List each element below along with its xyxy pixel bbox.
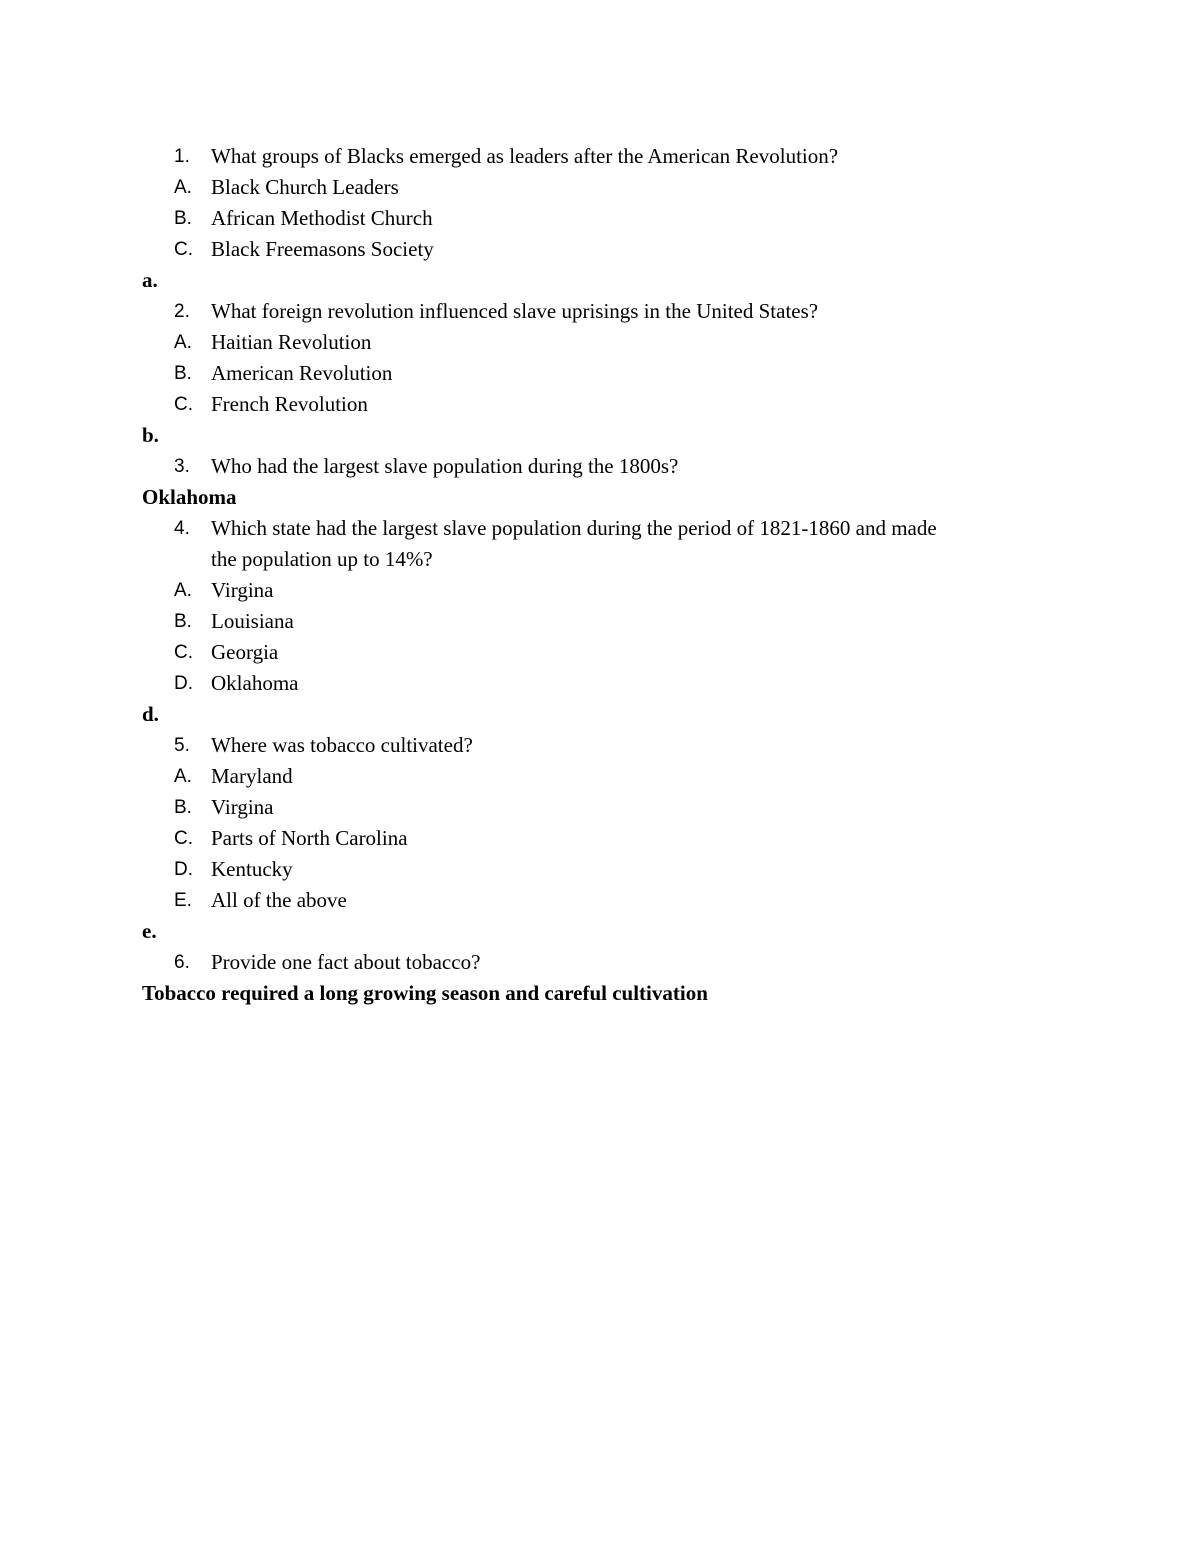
question-number: 4.	[174, 518, 190, 539]
option-letter: B.	[174, 797, 192, 818]
option-letter: A.	[174, 766, 192, 787]
question-text: What groups of Blacks emerged as leaders after the American Revolution?	[211, 144, 839, 168]
option-letter: B.	[174, 363, 192, 384]
question-text: Where was tobacco cultivated?	[211, 733, 473, 757]
option-text: Georgia	[211, 640, 279, 664]
option-letter: A.	[174, 332, 192, 353]
question-number: 2.	[174, 301, 190, 322]
question-text: Provide one fact about tobacco?	[211, 950, 481, 974]
question-number: 6.	[174, 952, 190, 973]
option-letter: B.	[174, 208, 192, 229]
option-text: Virgina	[211, 578, 274, 602]
option-text: Kentucky	[211, 857, 293, 881]
option-letter: D.	[174, 859, 193, 880]
option-text: Parts of North Carolina	[211, 826, 408, 850]
option-letter: A.	[174, 580, 192, 601]
option-text: French Revolution	[211, 392, 368, 416]
question-text: Which state had the largest slave population during the period of 1821-1860 and made	[211, 516, 937, 540]
option-text: Maryland	[211, 764, 293, 788]
option-text: American Revolution	[211, 361, 393, 385]
option-text: Oklahoma	[211, 671, 299, 695]
option-letter: C.	[174, 394, 193, 415]
answer-text: d.	[142, 702, 159, 726]
answer-text: Tobacco required a long growing season and careful cultivation	[142, 981, 708, 1005]
question-number: 3.	[174, 456, 190, 477]
option-text: African Methodist Church	[211, 206, 433, 230]
question-text: What foreign revolution influenced slave uprisings in the United States?	[211, 299, 819, 323]
answer-text: e.	[142, 919, 157, 943]
option-letter: C.	[174, 828, 193, 849]
answer-text: a.	[142, 268, 158, 292]
option-text: Black Freemasons Society	[211, 237, 434, 261]
option-letter: A.	[174, 177, 192, 198]
option-text: Haitian Revolution	[211, 330, 372, 354]
question-number: 1.	[174, 146, 190, 167]
answer-text: Oklahoma	[142, 485, 237, 509]
option-text: Black Church Leaders	[211, 175, 399, 199]
option-text: Louisiana	[211, 609, 294, 633]
question-number: 5.	[174, 735, 190, 756]
option-letter: D.	[174, 673, 193, 694]
option-letter: E.	[174, 890, 192, 911]
option-text: Virgina	[211, 795, 274, 819]
question-text-continued: the population up to 14%?	[211, 547, 433, 571]
option-letter: B.	[174, 611, 192, 632]
option-letter: C.	[174, 239, 193, 260]
option-text: All of the above	[211, 888, 347, 912]
answer-text: b.	[142, 423, 159, 447]
question-text: Who had the largest slave population during the 1800s?	[211, 454, 679, 478]
option-letter: C.	[174, 642, 193, 663]
